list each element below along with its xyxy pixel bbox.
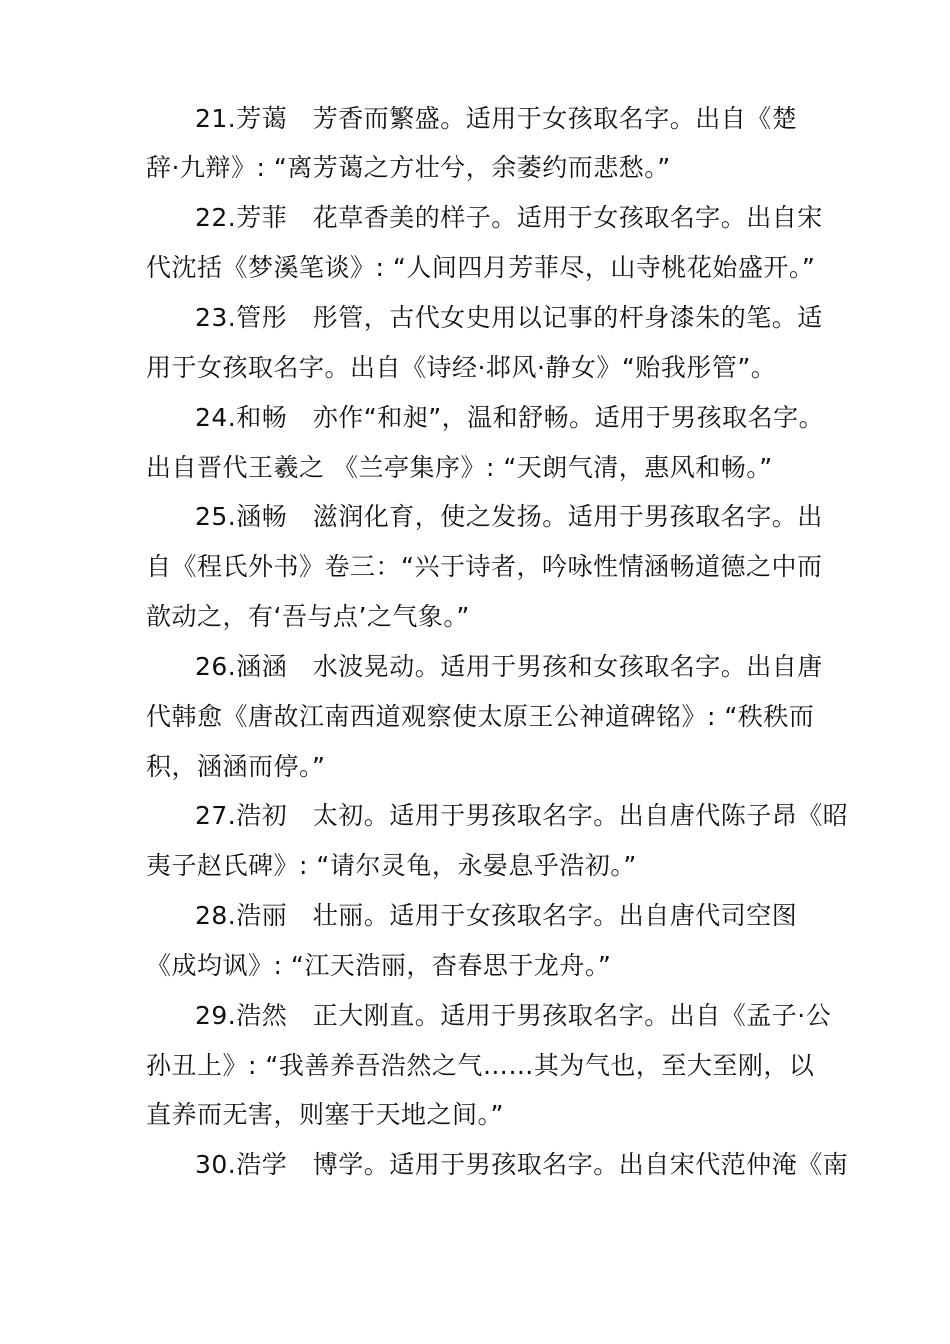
entry-26-line-2: 代韩愈《唐故江南西道观察使太原王公神道碑铭》: “秩秩而 xyxy=(146,702,815,731)
entry-29-line-1: 29.浩然 正大刚直。适用于男孩取名字。出自《孟子·公 xyxy=(195,1001,832,1030)
entry-21-line-1: 21.芳蔼 芳香而繁盛。适用于女孩取名字。出自《楚 xyxy=(195,104,798,133)
entry-25-line-2: 自《程氏外书》卷三：“兴于诗者，吟咏性情涵畅道德之中而 xyxy=(146,552,823,581)
entry-27-line-1: 27.浩初 太初。适用于男孩取名字。出自唐代陈子昂《昭 xyxy=(195,801,849,830)
entry-21-line-2: 辞·九辩》: “离芳蔼之方壮兮，余萎约而悲愁。” xyxy=(146,153,671,182)
entry-23-line-2: 用于女孩取名字。出自《诗经·邶风·静女》“贻我彤管”。 xyxy=(146,353,777,382)
entry-23-line-1: 23.管彤 彤管，古代女史用以记事的杆身漆朱的笔。适 xyxy=(195,303,823,332)
entry-22-line-2: 代沈括《梦溪笔谈》: “人间四月芳菲尽，山寺桃花始盛开。” xyxy=(146,253,816,282)
entry-25-line-1: 25.涵畅 滋润化育，使之发扬。适用于男孩取名字。出 xyxy=(195,502,823,531)
entry-27-line-2: 夷子赵氏碑》: “请尔灵龟，永晏息乎浩初。” xyxy=(146,851,637,880)
entry-22-line-1: 22.芳菲 花草香美的样子。适用于女孩取名字。出自宋 xyxy=(195,203,823,232)
entry-26-line-3: 积，涵涵而停。” xyxy=(146,752,326,781)
entry-26-line-1: 26.涵涵 水波晃动。适用于男孩和女孩取名字。出自唐 xyxy=(195,652,823,681)
entry-30-line-1: 30.浩学 博学。适用于男孩取名字。出自宋代范仲淹《南 xyxy=(195,1150,849,1179)
entry-29-line-3: 直养而无害，则塞于天地之间。” xyxy=(146,1100,504,1129)
entry-28-line-1: 28.浩丽 壮丽。适用于女孩取名字。出自唐代司空图 xyxy=(195,901,798,930)
entry-28-line-2: 《成均讽》: “江天浩丽，杳春思于龙舟。” xyxy=(146,951,612,980)
entry-29-line-2: 孙丑上》: “我善养吾浩然之气……其为气也，至大至刚，以 xyxy=(146,1051,815,1080)
entry-24-line-2: 出自晋代王羲之 《兰亭集序》: “天朗气清，惠风和畅。” xyxy=(146,453,773,482)
entry-25-line-3: 歆动之，有‘吾与点’之气象。” xyxy=(146,602,470,631)
entry-24-line-1: 24.和畅 亦作“和昶”，温和舒畅。适用于男孩取名字。 xyxy=(195,403,825,432)
